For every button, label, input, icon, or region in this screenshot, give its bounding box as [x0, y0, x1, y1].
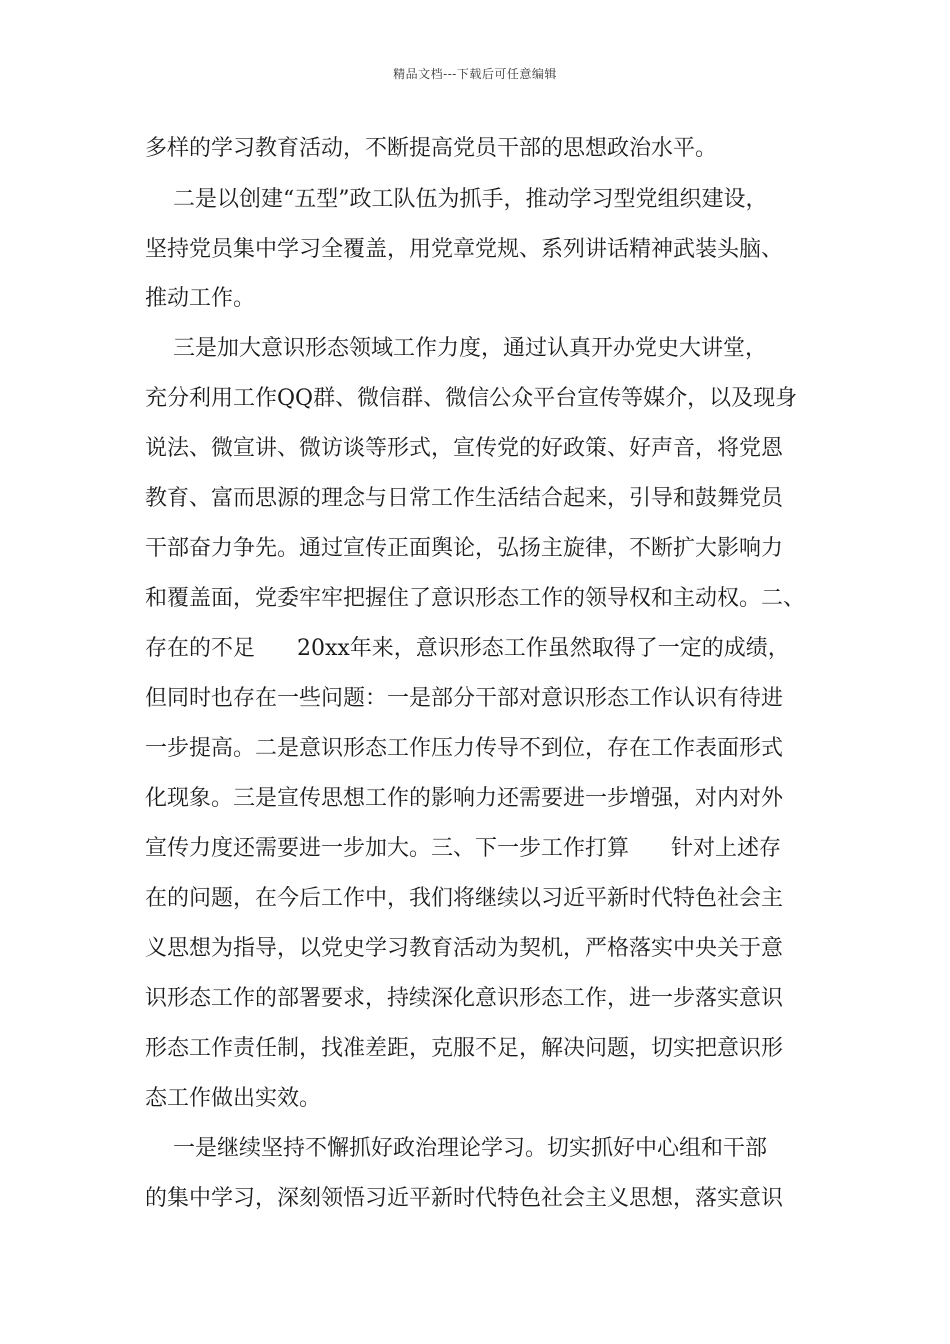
body-line-11: 存在的不足 20xx年来，意识形态工作虽然取得了一定的成绩， — [145, 636, 790, 661]
body-line-4: 推动工作。 — [145, 286, 256, 311]
body-line-8: 教育、富而思源的理念与日常工作生活结合起来，引导和鼓舞党员 — [145, 486, 784, 511]
body-line-6: 充分利用工作QQ群、微信群、微信公众平台宣传等媒介，以及现身 — [145, 386, 798, 411]
page-header: 精品文档---下载后可任意编辑 — [393, 67, 557, 81]
body-line-21: 一是继续坚持不懈抓好政治理论学习。切实抓好中心组和干部 — [145, 1136, 767, 1161]
body-line-22: 的集中学习，深刻领悟习近平新时代特色社会主义思想，落实意识 — [145, 1186, 784, 1211]
body-line-16: 在的问题，在今后工作中，我们将继续以习近平新时代特色社会主 — [145, 886, 784, 911]
body-line-5: 三是加大意识形态领域工作力度，通过认真开办党史大讲堂， — [145, 336, 767, 361]
body-line-18: 识形态工作的部署要求，持续深化意识形态工作，进一步落实意识 — [145, 986, 784, 1011]
body-line-13: 一步提高。二是意识形态工作压力传导不到位，存在工作表面形式 — [145, 736, 784, 761]
body-line-12: 但同时也存在一些问题：一是部分干部对意识形态工作认识有待进 — [145, 686, 784, 711]
body-line-14: 化现象。三是宣传思想工作的影响力还需要进一步增强，对内对外 — [145, 786, 784, 811]
body-line-10: 和覆盖面，党委牢牢把握住了意识形态工作的领导权和主动权。二、 — [145, 586, 806, 611]
body-line-17: 义思想为指导，以党史学习教育活动为契机，严格落实中央关于意 — [145, 936, 784, 961]
body-line-9: 干部奋力争先。通过宣传正面舆论，弘扬主旋律，不断扩大影响力 — [145, 536, 784, 561]
body-line-7: 说法、微宣讲、微访谈等形式，宣传党的好政策、好声音，将党恩 — [145, 436, 784, 461]
body-line-3: 坚持党员集中学习全覆盖，用党章党规、系列讲话精神武装头脑、 — [145, 237, 784, 262]
body-line-20: 态工作做出实效。 — [145, 1086, 322, 1111]
body-line-2: 二是以创建“五型”政工队伍为抓手，推动学习型党组织建设， — [145, 187, 768, 212]
body-line-1: 多样的学习教育活动，不断提高党员干部的思想政治水平。 — [145, 136, 718, 161]
body-line-19: 形态工作责任制，找准差距，克服不足，解决问题，切实把意识形 — [145, 1036, 784, 1061]
body-line-15: 宣传力度还需要进一步加大。三、下一步工作打算 针对上述存 — [145, 836, 781, 861]
